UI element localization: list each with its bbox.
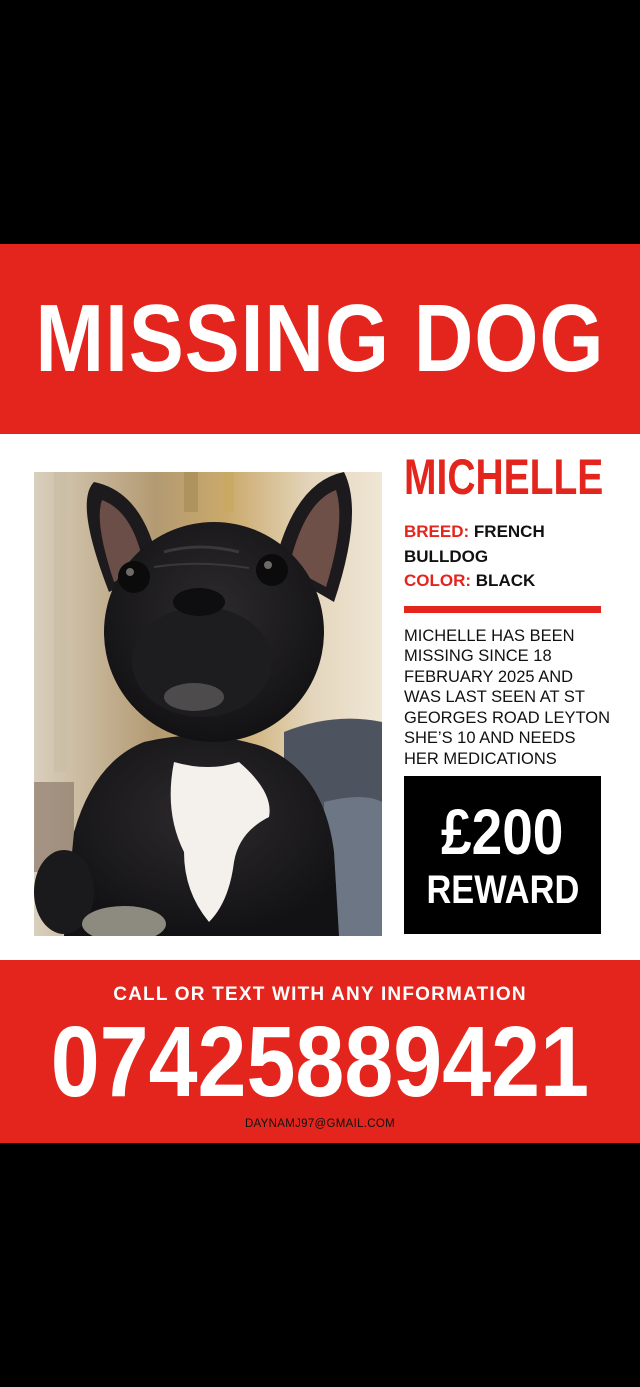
dog-attributes <box>404 520 624 594</box>
description-line: FEBRUARY 2025 AND <box>404 667 574 686</box>
color-row <box>404 569 624 594</box>
reward-label: REWARD <box>426 868 579 912</box>
breed-row <box>404 520 624 545</box>
description-line: MICHELLE HAS BEEN <box>404 626 575 645</box>
poster-title: MISSING DOG <box>35 285 605 392</box>
reward-box <box>404 776 601 934</box>
top-black-band <box>0 0 640 244</box>
reward-amount: £200 <box>441 796 564 868</box>
description-line: SHE’S 10 AND NEEDS <box>404 729 576 747</box>
poster-header <box>0 244 640 434</box>
phone-number <box>0 1006 640 1118</box>
description-line: GEORGES ROAD LEYTON <box>404 708 610 727</box>
description-line: HER MEDICATIONS <box>404 749 557 768</box>
breed-label: BREED: <box>404 522 470 541</box>
missing-description <box>404 626 618 770</box>
color-label: COLOR: <box>404 571 472 590</box>
email-address: DAYNAMJ97@GMAIL.COM <box>244 1118 396 1130</box>
dog-photo <box>34 472 382 936</box>
dog-info <box>404 444 624 769</box>
red-divider <box>404 606 601 613</box>
contact-prompt: CALL OR TEXT WITH ANY INFORMATION <box>113 984 527 1005</box>
contact-footer <box>0 960 640 1143</box>
color-value: BLACK <box>475 571 536 590</box>
dog-name: MICHELLE <box>404 449 604 505</box>
dog-photo-image <box>34 472 382 936</box>
missing-dog-poster <box>0 244 640 1143</box>
description-line: WAS LAST SEEN AT ST <box>404 688 585 706</box>
breed-value-line1: FRENCH <box>473 522 545 541</box>
breed-value-line2: BULLDOG <box>404 546 489 566</box>
phone-number-text: 07425889421 <box>50 1006 590 1118</box>
description-line: MISSING SINCE 18 <box>404 647 552 665</box>
bottom-black-band <box>0 1143 640 1387</box>
